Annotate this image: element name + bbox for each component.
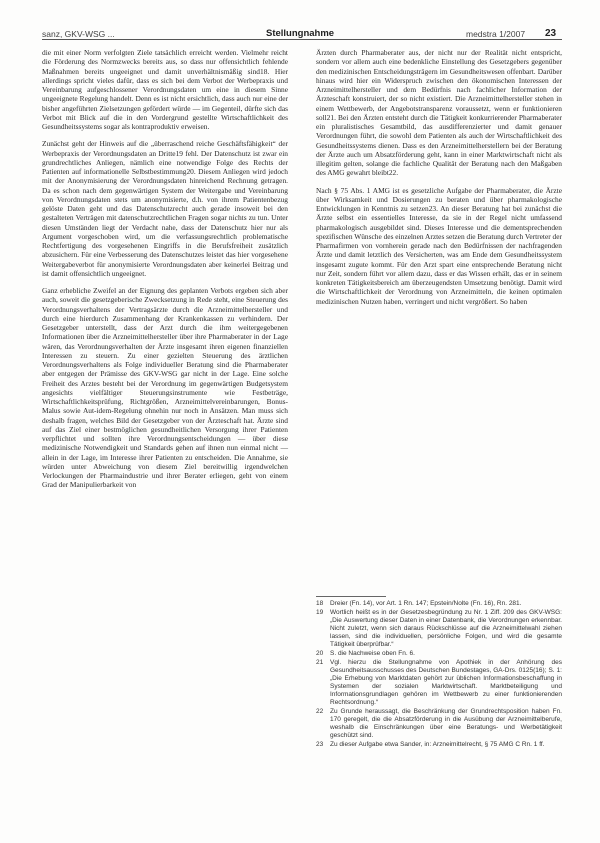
footnote-number: 21: [316, 659, 324, 666]
footnote: [316, 708, 562, 740]
footnote-number: 22: [316, 708, 324, 715]
footnote: [316, 609, 562, 649]
journal-issue: medstra 1/2007: [466, 29, 526, 39]
paragraph: Ganz erhebliche Zweifel an der Eignung des geplanten Verbots ergeben sich aber auch, soweit die gesetzgeberische Zwecksetzung in Rede steht, eine Steuerung des Verordnungsverhaltens der Vertragsärzte durch die Arzneimittelhersteller und durch eine hierdurch Zusammenhang der Krankenkassen zu verhindern. Der Gesetzgeber unterstellt, dass der Arzt durch die ihm weitergegebenen Informationen über die Arzneimittelhersteller über ihre Pharmaberater in der Lage wären, das Verordnungsverhalten der Ärzte insgesamt ihren eigenen finanziellen Interessen zu steuern. Zu einer gezielten Steuerung des ärztlichen Verordnungsverhaltens als Folge individueller Beratung sind die Pharmaberater aber entgegen der Prämisse des GKV-WSG gar nicht in der Lage. Eine solche Freiheit des Arztes besteht bei der Verordnung im gegenwärtigen Budgetsystem angesichts vielfältiger Steuerungsinstrumente wie Festbeträge, Wirtschaftlichkeitsprüfung, Richtgrößen, Arzneimittelvereinbarungen, Bonus-Malus sowie Aut-idem-Regelung ohnehin nur noch in Ansätzen. Man muss sich deshalb fragen, welches Bild der Gesetzgeber von der Ärzteschaft hat. Ärzte sind auf das Ziel einer bestmöglichen gesundheitlichen Versorgung ihrer Patienten verpflichtet und sollten ihre Verordnungsentscheidungen — über diese medizinische Notwendigkeit und Standards gehen auf ihnen nun einmal nicht — allein in der Lage, im Interesse ihrer Patienten zu entscheiden. Die Annahme, sie würden unter Abweichung von diesem Ziel bereitwillig irgendwelchen Verlockungen der Pharmaindustrie und ihrer Berater erliegen, geht von einem Grad der Manipulierbarkeit von: [42, 286, 288, 490]
paragraph: Zunächst geht der Hinweis auf die „überraschend reiche Geschäftsfähigkeit“ der Werbepraxis der Verordnungsdaten an Dritte19 fehl. Der Datenschutz ist zwar ein grundrechtliches Anliegen, nämlich eine notwendige Folge des Rechts der Patienten auf informationelle Selbstbestimmung20. Diesem Anliegen wird jedoch mit der Anonymisierung der Verordnungsdaten hinreichend Rechnung getragen. Da es schon nach dem gegenwärtigen System der Weitergabe und Vereinbarung von Verordnungsdaten stets um anonymisierte, d.h. von ihrem Patientenbezug gelöste Daten geht und das Datenschutzrecht auch gerade insoweit bei den gestalteten Verträgen mit datenschutzrechtlichen Fragen sogar nichts zu tun. Unter diesen Umständen liegt der Verdacht nahe, dass der Datenschutz hier nur als Argument vorgeschoben wird, um die verfassungsrechtlich problematische Rechtfertigung des vorgesehenen Eingriffs in die Berufsfreiheit zusätzlich abzusichern. Für eine Verbesserung des Datenschutzes leistet das hier vorgesehene Weitergabeverbot für anonymisierte Verordnungsdaten aber keinerlei Beitrag und ist damit offensichtlich ungeeignet.: [42, 139, 288, 278]
left-column: [42, 48, 288, 498]
footnote: [316, 600, 562, 608]
section-title: Stellungnahme: [266, 28, 335, 39]
footnote-number: 19: [316, 609, 324, 616]
footnote-number: 18: [316, 600, 324, 607]
footnote: [316, 650, 562, 658]
paragraph: Nach § 75 Abs. 1 AMG ist es gesetzliche Aufgabe der Pharmaberater, die Ärzte über Wirksamkeit und Dosierungen zu beraten und über pharmakologische Entwicklungen in Kenntnis zu setzen23. An dieser Beratung hat bei zunächst die Ärzte selbst ein essentielles Interesse, da sie in der Regel nicht umfassend pharmakologisch ausgebildet sind. Dieses Interesse und die dementsprechenden spezifischen Wünsche des einzelnen Arztes setzen die Beratung durch Vertreter der Pharmafirmen von vornherein gerade nach den Bedürfnissen der nachfragenden Ärzte und damit letztlich des Versicherten, was am Ende dem Gesundheitssystem insgesamt zugute kommt. Für den Arzt spart eine entsprechende Beratung nicht nur Zeit, sondern führt vor allem dazu, dass er das Wissen erhält, das er in seinem konkreten Tätigkeitsbereich am überzeugendsten Umsetzung benötigt. Damit wird die Wirtschaftlichkeit der Verordnung von Arzneimitteln, die keinen optimalen medizinischen Nutzen haben, verringert und nicht vergrößert. So haben: [316, 185, 562, 306]
page-number: 23: [545, 28, 557, 39]
right-column: [316, 48, 562, 314]
paragraph: die mit einer Norm verfolgten Ziele tatsächlich erreicht werden. Vielmehr reicht die Förderung des Normzwecks bereits aus, so dass nur offensichtlich fehlende Maßnahmen bereits ungeeignet und damit unverhältnismäßig sind18. Hier allerdings spricht vieles dafür, dass es sich bei dem Verbot der Werbepraxis und Vereinbarung aufgeschlossener Verordnungsdaten um eine in diesem Sinne ungeeignete Regelung handelt. Denn es ist nicht ersichtlich, dass auch nur eine der bisher angeführten Zielsetzungen gefördert würde — im Gegenteil, dürfte sich das Verbot mit Blick auf die in den Vordergrund gestellte Wirtschaftlichkeit des Gesundheitssystems sogar als kontraproduktiv erweisen.: [42, 48, 288, 131]
footnote: [316, 659, 562, 707]
paragraph: Ärzten durch Pharmaberater aus, der nicht nur der Realität nicht entspricht, sondern vor allem auch eine bedenkliche Einstellung des Gesetzgebers gegenüber den medizinischen Entscheidungsträgern im Gesundheitswesen offenbart. Darüber hinaus wird hier ein Widerspruch zwischen den ökonomischen Interessen der Arzneimittelhersteller und dem Bedürfnis nach fachlicher Information der Ärzteschaft konstruiert, der so nicht existiert. Die Arzneimittelhersteller stehen in einem Wettbewerb, der Angebotstransparenz voraussetzt, wenn er funktionieren soll21. Bei den Ärzten entsteht durch die Tätigkeit konkurrierender Pharmaberater ein pluralistisches Gesamtbild, das ausdifferenzierter und damit genauer Verordnungen führt, die sowohl dem Patienten als auch der Wirtschaftlichkeit des Gesundheitssystems dienen. Dass es den Arzneimittelherstellern bei der Beratung der Ärzte auch um Absatzförderung geht, kann in einer Marktwirtschaft nicht als illegitim gelten, solange die fachliche Qualität der Beratung nach den Maßgaben des AMG gewahrt bleibt22.: [316, 48, 562, 178]
footnote-text: Vgl. hierzu die Stellungnahme von Apothiek in der Anhörung des Gesundheitsausschusses des Deutschen Bundestages, GA-Drs. 0125(16); S. 1: „Die Erhebung von Marktdaten gehört zur üblichen Informationsbeschaffung in Systemen der sozialen Marktwirtschaft. Marktbeteiligung und Informationsgrundlagen gehören im Wettbewerb zu einer funktionierenden Rechtsordnung.“: [330, 659, 562, 706]
footnote-number: 20: [316, 650, 324, 657]
footnote-text: S. die Nachweise oben Fn. 6.: [330, 650, 415, 657]
footnote-text: Zu dieser Aufgabe etwa Sander, in: Arzneimittelrecht, § 75 AMG C Rn. 1 ff.: [330, 741, 545, 748]
footnote-rule: [316, 596, 386, 597]
footnotes: [316, 600, 562, 750]
footnote-text: Zu Grunde heraussagt, die Beschränkung der Grundrechtsposition haben Fn. 170 geregelt, die die Absatzförderung in die Ausübung der Arzneimittelberufe, weshalb die Einschränkungen über eine Beratungs- und Werbetätigkeit geschützt sind.: [330, 708, 562, 739]
footnote-number: 23: [316, 741, 324, 748]
header-left-text: sanz, GKV-WSG ...: [42, 29, 115, 39]
running-header: [0, 22, 600, 44]
footnote-text: Dreier (Fn. 14), vor Art. 1 Rn. 147; Epstein/Nolte (Fn. 16), Rn. 281.: [330, 600, 522, 607]
header-rule: [42, 39, 562, 40]
footnote-text: Wortlich heißt es in der Gesetzesbegründung zu Nr. 1 Ziff. 209 des GKV-WSG: „Die Auswertung dieser Daten in einer Datenbank, die Verordnungen erkennbar. Nicht zuletzt, wenn sich daraus Rückschlüsse auf die Arzneimittelwahl ziehen lassen, sind die individuellen, persönliche Folgen, und wird die gesamte Tätigkeit überprüfbar.“: [330, 609, 562, 648]
footnote: [316, 741, 562, 749]
